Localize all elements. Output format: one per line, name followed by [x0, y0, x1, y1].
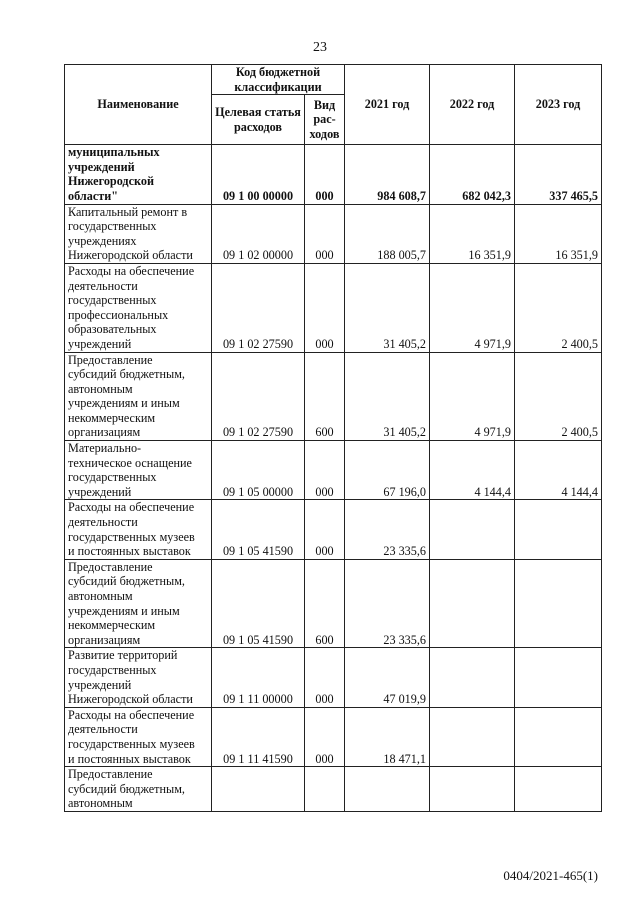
- row-value-2021: 31 405,2: [345, 352, 430, 441]
- table-row: [65, 500, 602, 559]
- row-expense-kind: 000: [305, 204, 345, 263]
- row-target-article: 09 1 02 27590: [212, 263, 305, 352]
- row-expense-kind: 000: [305, 441, 345, 500]
- table-row: [65, 204, 602, 263]
- row-value-2022: 4 144,4: [430, 441, 515, 500]
- row-name-line: Капитальный ремонт в: [68, 204, 188, 219]
- row-name-line: Материально-: [68, 441, 142, 456]
- row-name-line: Расходы на обеспечение: [68, 500, 195, 515]
- row-value-2022: [430, 648, 515, 707]
- row-name-line: Нижегородской области: [68, 248, 193, 263]
- row-target-article: 09 1 05 00000: [212, 441, 305, 500]
- row-target-article: 09 1 11 00000: [212, 648, 305, 707]
- table-row: [65, 707, 602, 766]
- row-value-2021: 23 335,6: [345, 500, 430, 559]
- row-name: [65, 707, 212, 766]
- row-name-line: организациям: [68, 632, 141, 647]
- row-name-line: субсидий бюджетным,: [68, 781, 185, 796]
- budget-table: [64, 64, 602, 812]
- row-value-2023: [515, 767, 602, 812]
- header-expense-kind: Вид рас-ходов: [305, 95, 345, 145]
- row-target-article: 09 1 02 00000: [212, 204, 305, 263]
- row-name-line: государственных музеев: [68, 736, 195, 751]
- row-value-2022: [430, 559, 515, 648]
- row-name-line: и постоянных выставок: [68, 544, 191, 559]
- row-name-line: автономным: [68, 796, 133, 811]
- row-name: [65, 204, 212, 263]
- row-value-2022: 16 351,9: [430, 204, 515, 263]
- row-expense-kind: 000: [305, 500, 345, 559]
- row-name: [65, 559, 212, 648]
- table-row: [65, 145, 602, 204]
- row-name-line: Предоставление: [68, 559, 153, 574]
- row-target-article: 09 1 05 41590: [212, 500, 305, 559]
- row-name-line: Предоставление: [68, 767, 153, 782]
- row-target-article: 09 1 05 41590: [212, 559, 305, 648]
- row-name-line: государственных музеев: [68, 529, 195, 544]
- document-code: 0404/2021-465(1): [503, 868, 598, 883]
- row-value-2022: [430, 500, 515, 559]
- header-name: Наименование: [65, 65, 212, 145]
- row-value-2021: 47 019,9: [345, 648, 430, 707]
- row-name-line: учреждений: [68, 336, 132, 351]
- row-value-2022: 4 971,9: [430, 352, 515, 441]
- row-name-line: автономным: [68, 589, 133, 603]
- row-name-line: некоммерческим: [68, 410, 156, 425]
- row-name-line: Предоставление: [68, 352, 153, 367]
- table-row: [65, 263, 602, 352]
- row-name-line: субсидий бюджетным,: [68, 367, 185, 382]
- row-name-line: и постоянных выставок: [68, 751, 191, 766]
- row-name: [65, 145, 212, 204]
- row-name: [65, 648, 212, 707]
- row-name-line: учреждениям и иным: [68, 396, 180, 411]
- row-name-line: организациям: [68, 425, 141, 440]
- row-name-line: государственных: [68, 662, 157, 677]
- row-name: [65, 352, 212, 441]
- row-expense-kind: 000: [305, 648, 345, 707]
- row-name: [65, 441, 212, 500]
- row-name-line: Расходы на обеспечение: [68, 263, 195, 278]
- table-row: [65, 352, 602, 441]
- row-name-line: области": [68, 188, 118, 203]
- row-target-article: [212, 767, 305, 812]
- row-expense-kind: [305, 767, 345, 812]
- row-value-2023: 2 400,5: [515, 352, 602, 441]
- row-name-line: деятельности: [68, 278, 138, 293]
- row-value-2023: 337 465,5: [515, 145, 602, 204]
- row-name-line: учреждений: [68, 677, 132, 692]
- row-name-line: учреждений: [68, 484, 132, 499]
- header-2023: 2023 год: [515, 65, 602, 145]
- row-name-line: государственных: [68, 293, 157, 308]
- row-name-line: Нижегородской: [68, 174, 154, 189]
- row-name-line: Расходы на обеспечение: [68, 707, 195, 722]
- row-value-2023: 2 400,5: [515, 263, 602, 352]
- row-name-line: автономным: [68, 381, 133, 396]
- row-expense-kind: 600: [305, 352, 345, 441]
- table-row: [65, 648, 602, 707]
- row-value-2021: 984 608,7: [345, 145, 430, 204]
- table-row: [65, 767, 602, 812]
- row-value-2021: 23 335,6: [345, 559, 430, 648]
- row-target-article: 09 1 11 41590: [212, 707, 305, 766]
- row-expense-kind: 600: [305, 559, 345, 648]
- row-name-line: техническое оснащение: [68, 455, 192, 470]
- row-value-2023: 16 351,9: [515, 204, 602, 263]
- row-name-line: субсидий бюджетным,: [68, 574, 185, 589]
- row-expense-kind: 000: [305, 707, 345, 766]
- header-target-article: Целевая статья расходов: [212, 95, 305, 145]
- row-expense-kind: 000: [305, 263, 345, 352]
- row-value-2022: 682 042,3: [430, 145, 515, 204]
- row-value-2023: 4 144,4: [515, 441, 602, 500]
- header-2021: 2021 год: [345, 65, 430, 145]
- row-value-2021: 31 405,2: [345, 263, 430, 352]
- row-name-line: государственных: [68, 470, 157, 485]
- header-2022: 2022 год: [430, 65, 515, 145]
- row-target-article: 09 1 02 27590: [212, 352, 305, 441]
- row-value-2022: [430, 707, 515, 766]
- row-name: [65, 767, 212, 812]
- row-value-2021: 18 471,1: [345, 707, 430, 766]
- row-name-line: учреждениям и иным: [68, 603, 180, 618]
- row-expense-kind: 000: [305, 145, 345, 204]
- row-name-line: муниципальных: [68, 145, 160, 160]
- row-name: [65, 500, 212, 559]
- row-value-2021: [345, 767, 430, 812]
- row-value-2022: [430, 767, 515, 812]
- row-value-2021: 67 196,0: [345, 441, 430, 500]
- row-name-line: некоммерческим: [68, 618, 156, 633]
- page-number: 23: [313, 40, 327, 55]
- row-value-2023: [515, 500, 602, 559]
- row-name-line: деятельности: [68, 722, 138, 737]
- row-name: [65, 263, 212, 352]
- table-row: [65, 559, 602, 648]
- row-name-line: учреждениях: [68, 233, 137, 248]
- row-name-line: учреждений: [68, 159, 135, 174]
- row-name-line: образовательных: [68, 322, 157, 337]
- row-value-2021: 188 005,7: [345, 204, 430, 263]
- row-target-article: 09 1 00 00000: [212, 145, 305, 204]
- header-budget-code: Код бюджетной классификации: [212, 65, 345, 95]
- row-value-2023: [515, 707, 602, 766]
- row-name-line: Развитие территорий: [68, 648, 178, 663]
- row-value-2023: [515, 648, 602, 707]
- row-value-2023: [515, 559, 602, 648]
- row-value-2022: 4 971,9: [430, 263, 515, 352]
- table-body: [65, 145, 602, 812]
- row-name-line: Нижегородской области: [68, 692, 193, 707]
- row-name-line: деятельности: [68, 515, 138, 530]
- row-name-line: профессиональных: [68, 307, 169, 322]
- table-row: [65, 441, 602, 500]
- row-name-line: государственных: [68, 219, 157, 234]
